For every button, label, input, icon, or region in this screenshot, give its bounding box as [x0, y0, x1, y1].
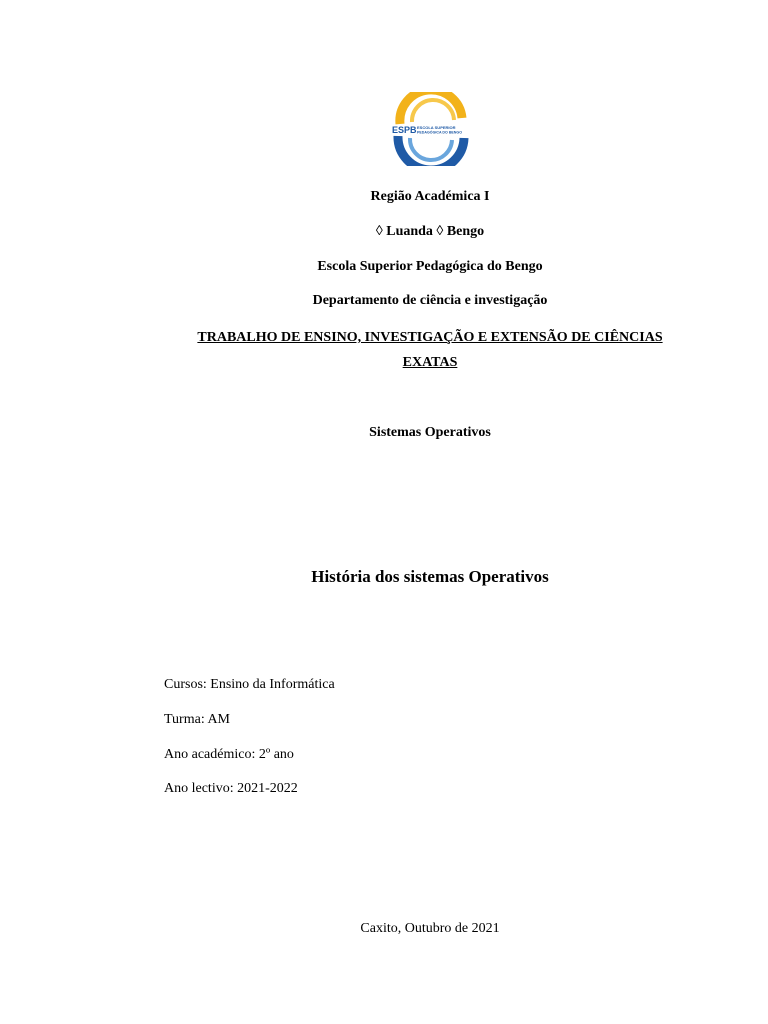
logo-abbreviation: ESPB: [392, 125, 417, 135]
espb-logo: [390, 92, 470, 166]
work-title-line2: EXATAS: [402, 355, 458, 370]
school-line: Escola Superior Pedagógica do Bengo: [317, 259, 543, 274]
places-line: ◊ Luanda ◊ Bengo: [375, 224, 485, 239]
logo-line2: PEDAGÓGICA DO BENGO: [417, 130, 462, 135]
department-line: Departamento de ciência e investigação: [312, 293, 548, 308]
academic-year-line: Ano académico: 2º ano: [164, 747, 294, 762]
region-line: Região Académica I: [370, 189, 490, 204]
school-year-line: Ano lectivo: 2021-2022: [164, 781, 298, 796]
course-line: Cursos: Ensino da Informática: [164, 677, 335, 692]
work-title-line1: TRABALHO DE ENSINO, INVESTIGAÇÃO E EXTENSÃO DE CIÊNCIAS: [197, 330, 663, 345]
topic-title: História dos sistemas Operativos: [311, 567, 549, 586]
class-line: Turma: AM: [164, 712, 231, 727]
place-date-line: Caxito, Outubro de 2021: [360, 921, 500, 936]
logo-line1: ESCOLA SUPERIOR: [417, 125, 456, 130]
subject-line: Sistemas Operativos: [369, 425, 491, 440]
